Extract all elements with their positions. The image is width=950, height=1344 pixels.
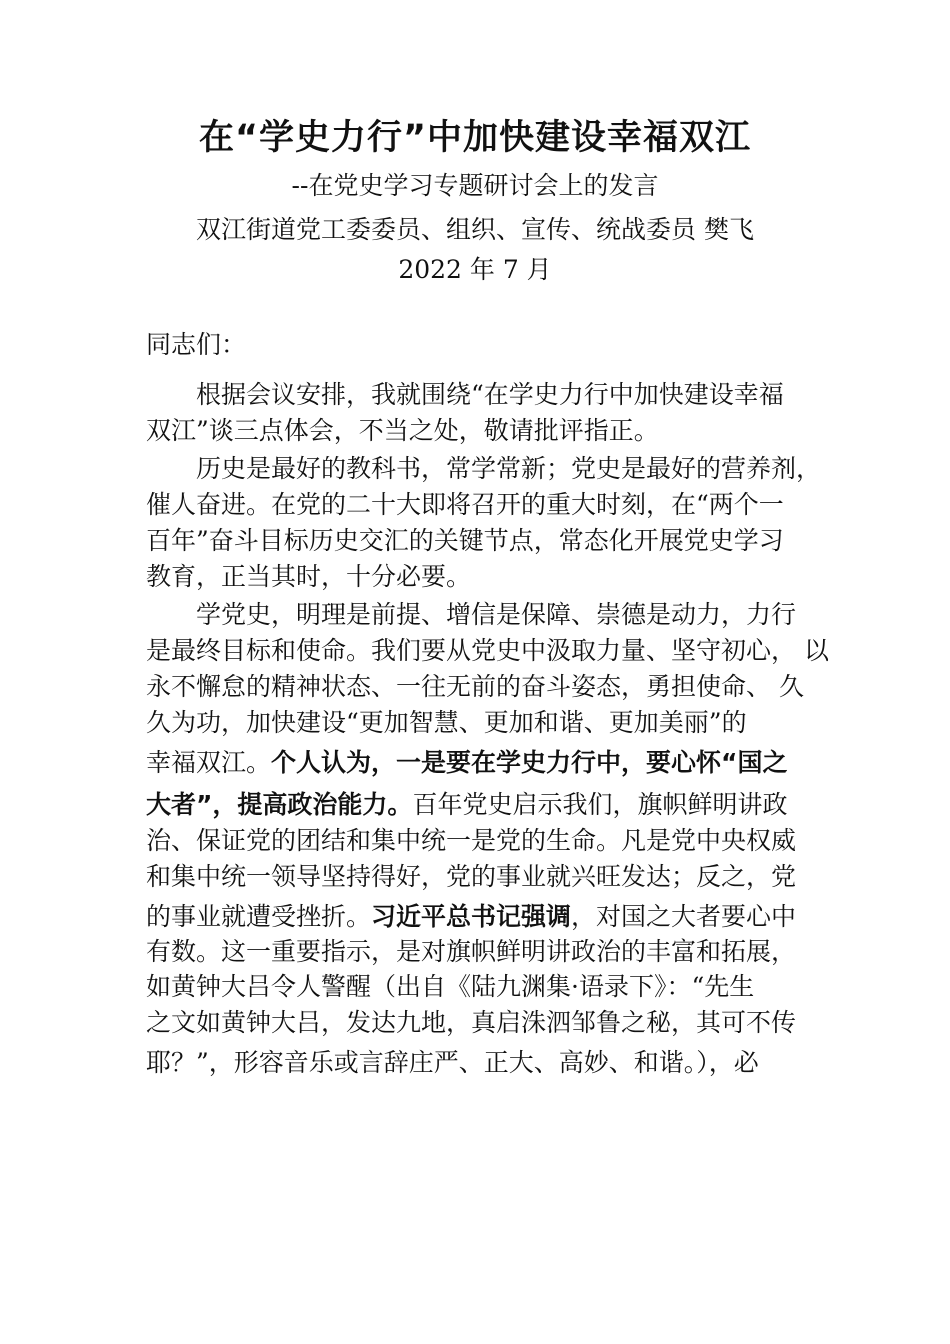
body-line: 永不懈怠的精神状态、一往无前的奋斗姿态，勇担使命、 久 xyxy=(146,672,804,701)
body-line: 学党史，明理是前提、增信是保障、崇德是动力，力行 xyxy=(196,600,797,629)
document-author: 双江街道党工委委员、组织、宣传、统战委员 樊飞 xyxy=(196,215,754,244)
body-text: ，对国之大者要心中 xyxy=(571,902,797,931)
body-line-mixed xyxy=(146,899,826,935)
body-line: 久为功，加快建设“更加智慧、更加和谐、更加美丽”的 xyxy=(146,708,747,737)
body-line: 双江”谈三点体会，不当之处，敬请批评指正。 xyxy=(146,416,659,445)
body-text: 百年党史启示我们，旗帜鲜明讲政 xyxy=(412,790,788,819)
bold-heading-text: 大者”，提高政治能力。 xyxy=(146,790,413,819)
body-line: 治、保证党的团结和集中统一是党的生命。凡是党中央权威 xyxy=(146,826,797,855)
body-line: 催人奋进。在党的二十大即将召开的重大时刻，在“两个一 xyxy=(146,490,784,519)
body-line-salutation: 同志们： xyxy=(146,330,247,359)
body-text: 的事业就遭受挫折。 xyxy=(146,902,372,931)
body-text: 幸福双江。 xyxy=(146,748,272,777)
body-line: 之文如黄钟大吕，发达九地，真启洙泗邹鲁之秘，其可不传 xyxy=(146,1008,797,1037)
document-body xyxy=(146,327,829,1081)
body-line: 历史是最好的教科书，常学常新；党史是最好的营养剂， xyxy=(196,454,822,483)
body-line: 耶？”，形容音乐或言辞庄严、正大、高妙、和谐。），必 xyxy=(146,1048,759,1077)
body-line-mixed xyxy=(146,745,826,781)
document-subtitle: --在党史学习专题研讨会上的发言 xyxy=(291,171,659,200)
bold-heading-text: 个人认为，一是要在学史力行中，要心怀“国之 xyxy=(271,748,788,777)
bold-emphasis-text: 习近平总书记强调 xyxy=(371,902,572,931)
body-line: 百年”奋斗目标历史交汇的关键节点，常态化开展党史学习 xyxy=(146,526,784,555)
document-title: 在“学史力行”中加快建设幸福双江 xyxy=(198,118,751,158)
body-line: 和集中统一领导坚持得好，党的事业就兴旺发达；反之，党 xyxy=(146,862,797,891)
body-line: 根据会议安排，我就围绕“在学史力行中加快建设幸福 xyxy=(196,380,784,409)
document-date: 2022 年 7 月 xyxy=(398,255,552,284)
body-line: 如黄钟大吕令人警醒（出自《陆九渊集·语录下》：“先生 xyxy=(146,972,755,1001)
body-line-mixed xyxy=(146,787,826,823)
body-line: 是最终目标和使命。我们要从党史中汲取力量、坚守初心， 以 xyxy=(146,636,829,665)
body-line: 有数。这一重要指示，是对旗帜鲜明讲政治的丰富和拓展， xyxy=(146,937,797,966)
body-line: 教育，正当其时，十分必要。 xyxy=(146,562,472,591)
